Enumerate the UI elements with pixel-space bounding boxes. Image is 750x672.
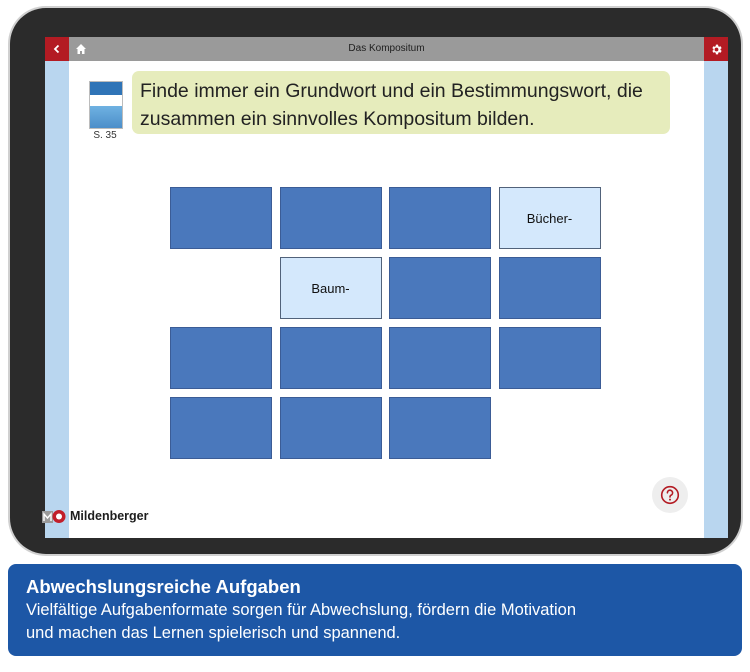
exercise-area [69,61,704,538]
tablet-frame [10,8,741,554]
memory-card[interactable] [389,257,491,319]
memory-card[interactable] [280,327,382,389]
memory-card[interactable] [170,187,272,249]
brand-name: Mildenberger [70,509,149,523]
memory-card[interactable] [389,187,491,249]
memory-card[interactable] [170,327,272,389]
logo-mark-icon [42,507,68,525]
memory-card[interactable] [170,397,272,459]
feature-banner [8,564,742,656]
book-reference[interactable] [87,81,123,141]
memory-card[interactable] [499,257,601,319]
book-cover-icon [89,81,123,129]
banner-text-line-2: und machen das Lernen spielerisch und spannend. [26,624,401,642]
memory-card[interactable] [280,187,382,249]
book-page-number: S. 35 [93,130,117,141]
memory-card-label: Baum- [311,280,350,296]
gear-icon [710,43,723,56]
app-screen [45,37,728,538]
top-bar [45,37,728,61]
page-title: Das Kompositum [348,43,425,54]
mildenberger-logo [42,506,149,526]
banner-title: Abwechslungsreiche Aufgaben [26,576,301,597]
memory-card[interactable] [499,327,601,389]
memory-card-open[interactable] [499,187,601,249]
memory-card[interactable] [389,327,491,389]
banner-text-line-1: Vielfältige Aufgabenformate sorgen für Abwechslung, fördern die Motivation [26,601,577,619]
memory-card[interactable] [389,397,491,459]
memory-card[interactable] [280,397,382,459]
question-mark-icon [660,485,680,505]
settings-button[interactable] [704,37,728,61]
memory-card-open[interactable] [280,257,382,319]
memory-card-label: Bücher- [526,210,573,226]
help-button[interactable] [652,477,688,513]
task-instruction: Finde immer ein Grundwort und ein Bestimmungswort, die zusammen ein sinnvolles Kompositum bilden. [132,71,670,134]
